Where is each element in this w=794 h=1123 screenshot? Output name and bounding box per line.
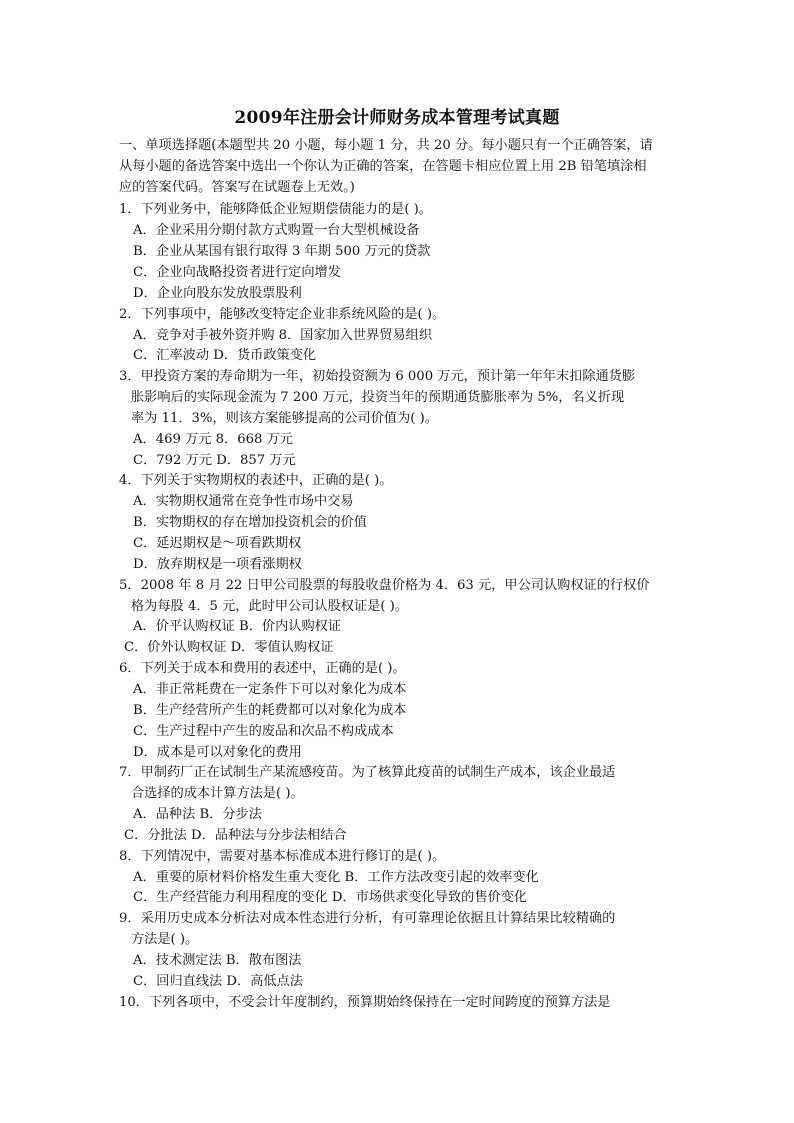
question-1-option-a: A．企业采用分期付款方式购置一台大型机械设备 bbox=[133, 223, 420, 238]
question-2-options-cd: C．汇率波动 D．货币政策变化 bbox=[133, 348, 317, 363]
question-4-option-d: D．放弃期权是一项看涨期权 bbox=[133, 557, 302, 572]
question-8-options-cd: C．生产经营能力利用程度的变化 D．市场供求变化导致的售价变化 bbox=[133, 890, 528, 905]
question-9-options-cd: C．回归直线法 D．高低点法 bbox=[133, 974, 303, 989]
question-7-stem-cont: 合选择的成本计算方法是( )。 bbox=[131, 786, 304, 801]
question-1-option-c: C．企业向战略投资者进行定向增发 bbox=[133, 265, 341, 280]
question-10-stem: 10．下列各项中，不受会计年度制约，预算期始终保持在一定时间跨度的预算方法是 bbox=[119, 995, 611, 1010]
question-2-options-ab: A．竞争对手被外资并购 8．国家加入世界贸易组织 bbox=[133, 328, 433, 343]
question-6-option-b: B．生产经营所产生的耗费都可以对象化为成本 bbox=[133, 703, 407, 718]
question-6-option-c: C．生产过程中产生的废品和次品不构成成本 bbox=[133, 724, 394, 739]
intro-line: 一、单项选择题(本题型共 20 小题，每小题 1 分，共 20 分。每小题只有一个正确答案，请 bbox=[119, 138, 653, 153]
question-9-options-ab: A．技术测定法 B．散布图法 bbox=[133, 953, 302, 968]
question-4-stem: 4．下列关于实物期权的表述中，正确的是( )。 bbox=[119, 473, 393, 488]
question-9-stem: 9．采用历史成本分析法对成本性态进行分析，有可靠理论依据且计算结果比较精确的 bbox=[119, 911, 616, 926]
question-3-options-ab: A．469 万元 8．668 万元 bbox=[133, 432, 293, 447]
question-5-options-cd: C．价外认购权证 D．零值认购权证 bbox=[124, 640, 334, 655]
question-3-stem-cont: 胀影响后的实际现金流为 7 200 万元，投资当年的预期通货膨胀率为 5%，名义折现 bbox=[131, 390, 625, 405]
question-3-options-cd: C．792 万元 D．857 万元 bbox=[133, 453, 296, 468]
question-3-stem-cont: 率为 11．3%，则该方案能够提高的公司价值为( )。 bbox=[131, 411, 438, 426]
question-5-stem: 5．2008 年 8 月 22 日甲公司股票的每股收盘价格为 4．63 元，甲公司认购权证的行权价 bbox=[119, 578, 650, 593]
question-2-stem: 2．下列事项中，能够改变特定企业非系统风险的是( )。 bbox=[119, 307, 446, 322]
question-4-option-a: A．实物期权通常在竞争性市场中交易 bbox=[133, 494, 354, 509]
question-4-option-b: B．实物期权的存在增加投资机会的价值 bbox=[133, 515, 367, 530]
intro-line: 应的答案代码。答案写在试题卷上无效。) bbox=[119, 180, 355, 195]
question-7-stem: 7．甲制药厂正在试制生产某流感疫苗。为了核算此疫苗的试制生产成本，该企业最适 bbox=[119, 765, 616, 780]
question-7-options-cd: C．分批法 D．品种法与分步法相结合 bbox=[124, 828, 347, 843]
question-9-stem-cont: 方法是( )。 bbox=[131, 932, 199, 947]
question-8-options-ab: A．重要的原材料价格发生重大变化 B．工作方法改变引起的效率变化 bbox=[133, 870, 539, 885]
question-3-stem: 3．甲投资方案的寿命期为一年，初始投资额为 6 000 万元，预计第一年年末扣除通货膨 bbox=[119, 369, 636, 384]
page-title: 2009年注册会计师财务成本管理考试真题 bbox=[234, 108, 560, 128]
question-5-stem-cont: 格为每股 4．5 元，此时甲公司认股权证是( )。 bbox=[131, 599, 409, 614]
question-7-options-ab: A．品种法 B．分步法 bbox=[133, 807, 262, 822]
question-1-option-b: B．企业从某国有银行取得 3 年期 500 万元的贷款 bbox=[133, 244, 431, 259]
question-6-stem: 6．下列关于成本和费用的表述中，正确的是( )。 bbox=[119, 661, 406, 676]
question-5-options-ab: A．价平认购权证 B．价内认购权证 bbox=[133, 619, 342, 634]
question-4-option-c: C．延迟期权是～项看跌期权 bbox=[133, 536, 302, 551]
question-6-option-d: D．成本是可以对象化的费用 bbox=[133, 745, 302, 760]
intro-line: 从每小题的备选答案中选出一个你认为正确的答案，在答题卡相应位置上用 2B 铅笔填涂相 bbox=[119, 159, 647, 174]
question-8-stem: 8．下列情况中，需要对基本标准成本进行修订的是( )。 bbox=[119, 849, 446, 864]
question-1-option-d: D．企业向股东发放股票股利 bbox=[133, 286, 302, 301]
question-1-stem: 1．下列业务中，能够降低企业短期偿债能力的是( )。 bbox=[119, 202, 432, 217]
question-6-option-a: A．非正常耗费在一定条件下可以对象化为成本 bbox=[133, 682, 407, 697]
